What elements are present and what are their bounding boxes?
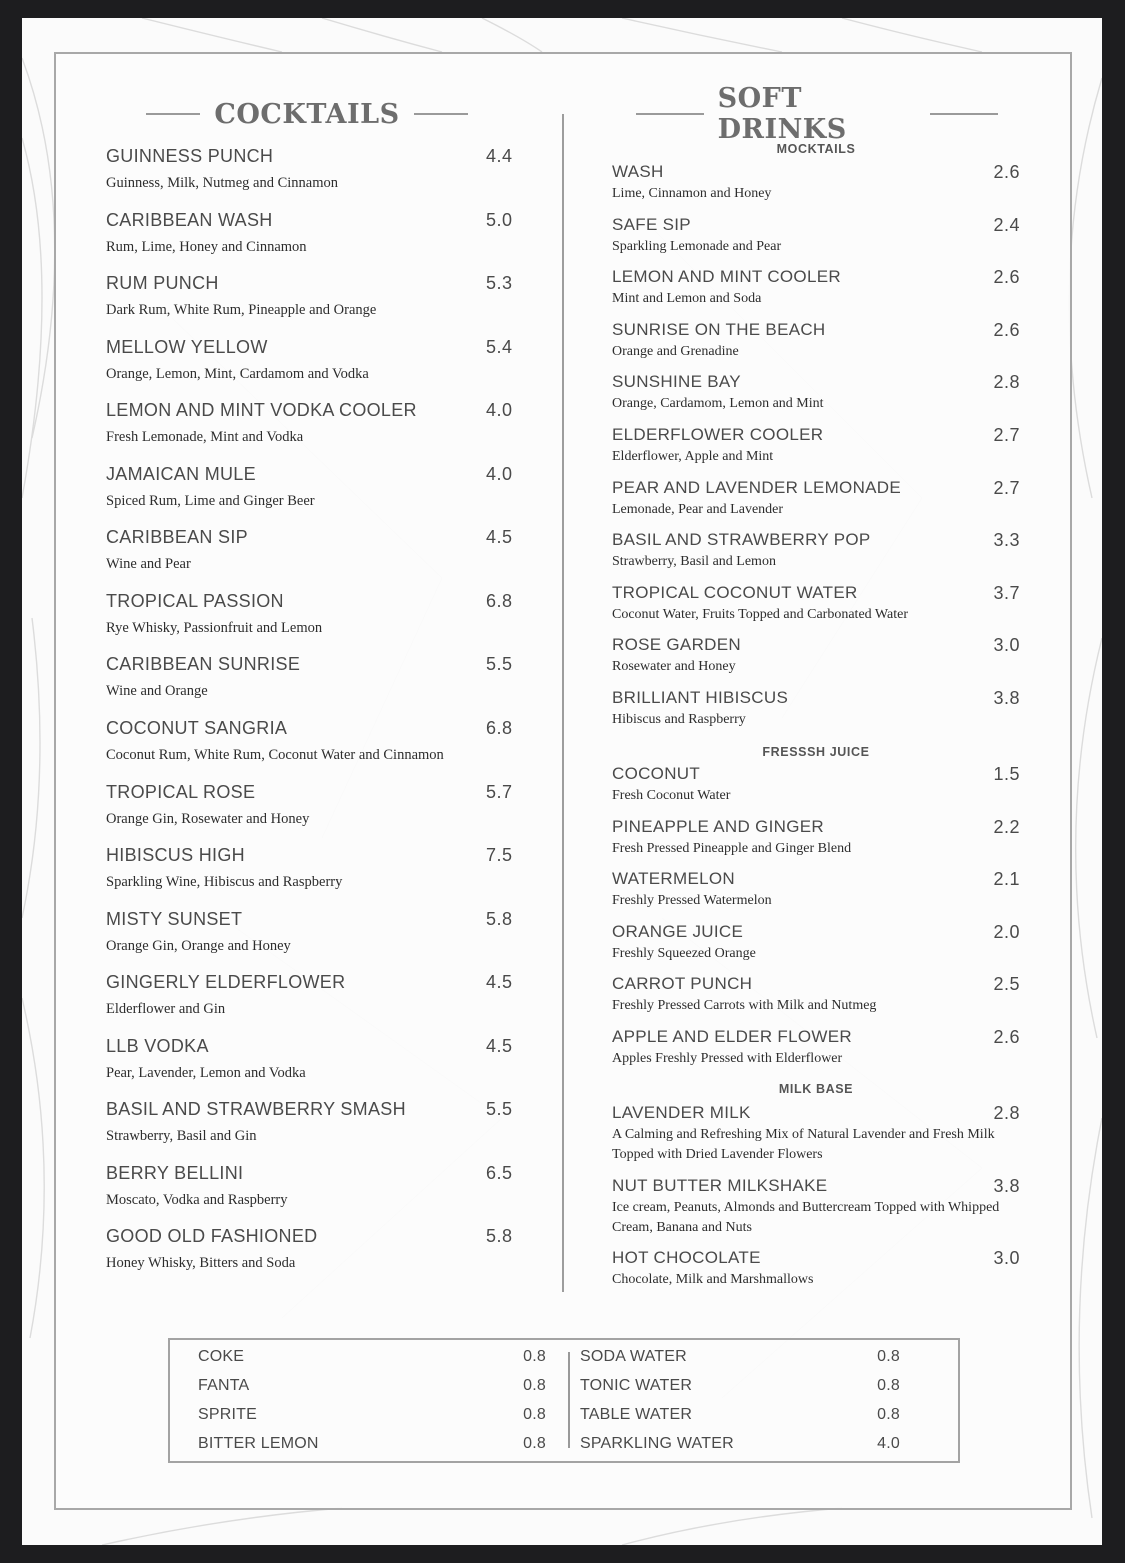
item-name: TONIC WATER: [580, 1377, 693, 1394]
item-price: 0.8: [523, 1348, 546, 1365]
item-name: BERRY BELLINI: [106, 1162, 244, 1183]
item-description: Honey Whisky, Bitters and Soda: [106, 1255, 296, 1272]
soft-drink-item: [612, 922, 1020, 964]
soft-drink-item: [612, 1103, 1020, 1165]
item-description: Strawberry, Basil and Gin: [106, 1128, 257, 1145]
item-price: 4.0: [486, 400, 513, 421]
item-description: Orange Gin, Rosewater and Honey: [106, 810, 310, 827]
item-price: 2.8: [993, 372, 1020, 393]
item-description: Hibiscus and Raspberry: [612, 712, 746, 727]
item-name: FANTA: [198, 1377, 250, 1394]
soft-drink-item: [612, 215, 1020, 257]
item-description: Orange Gin, Orange and Honey: [106, 937, 291, 954]
basic-drink-item: [580, 1348, 928, 1366]
basic-drink-item: [198, 1348, 546, 1366]
soft-drink-item: [612, 583, 1020, 625]
item-name: TROPICAL ROSE: [106, 781, 256, 802]
item-price: 2.6: [993, 319, 1020, 340]
item-price: 1.5: [993, 764, 1020, 784]
heading-rule-right: [414, 113, 468, 115]
cocktail-item: [106, 337, 526, 384]
subsection-heading-fresh-juice: FRESSSH JUICE: [762, 745, 870, 759]
item-description: Sparkling Wine, Hibiscus and Raspberry: [106, 874, 343, 891]
heading-rule-left: [636, 113, 704, 115]
cocktail-item: [106, 718, 526, 765]
soft-drink-item: [612, 635, 1020, 677]
item-name: APPLE AND ELDER FLOWER: [612, 1027, 852, 1046]
item-name: ROSE GARDEN: [612, 635, 741, 655]
soft-drink-item: [612, 1248, 1020, 1290]
item-name: COCONUT: [612, 764, 701, 783]
item-name: JAMAICAN MULE: [106, 463, 256, 484]
item-name: CARIBBEAN WASH: [106, 209, 273, 230]
item-description: Coconut Water, Fruits Topped and Carbonated Water: [612, 606, 908, 622]
cocktail-item: [106, 909, 526, 956]
cocktail-item: [106, 1099, 526, 1146]
item-price: 2.7: [993, 477, 1020, 498]
heading-rule-right: [930, 113, 998, 115]
item-description: Freshly Pressed Watermelon: [612, 893, 772, 909]
item-price: 3.8: [993, 688, 1020, 708]
cocktail-item: [106, 400, 526, 447]
soft-drink-item: [612, 478, 1020, 520]
item-price: 5.5: [486, 1099, 513, 1120]
cocktail-item: [106, 464, 526, 511]
item-description: Fresh Lemonade, Mint and Vodka: [106, 429, 304, 446]
item-price: 5.7: [486, 781, 513, 802]
item-description: Chocolate, Milk and Marshmallows: [612, 1272, 814, 1287]
item-name: NUT BUTTER MILKSHAKE: [612, 1176, 828, 1195]
item-price: 2.8: [993, 1103, 1020, 1123]
box-divider: [568, 1352, 570, 1448]
item-description: A Calming and Refreshing Mix of Natural Lavender and Fresh Milk Topped with Dried Lavender Flowers: [612, 1127, 995, 1162]
item-description: Freshly Squeezed Orange: [612, 945, 756, 961]
item-description: Pear, Lavender, Lemon and Vodka: [106, 1064, 306, 1081]
item-description: Rosewater and Honey: [612, 659, 736, 675]
soft-drink-item: [612, 1176, 1020, 1238]
item-price: 4.0: [486, 463, 513, 484]
cocktail-item: [106, 845, 526, 892]
item-price: 0.8: [877, 1348, 900, 1365]
soft-drink-item: [612, 817, 1020, 859]
item-name: LEMON AND MINT COOLER: [612, 267, 841, 287]
item-price: 2.1: [993, 869, 1020, 890]
soft-drink-item: [612, 869, 1020, 911]
item-price: 0.8: [877, 1406, 900, 1423]
item-price: 2.0: [993, 921, 1020, 942]
item-description: Freshly Pressed Carrots with Milk and Nutmeg: [612, 998, 877, 1014]
item-name: GOOD OLD FASHIONED: [106, 1226, 318, 1247]
item-price: 5.8: [486, 1226, 513, 1247]
item-description: Moscato, Vodka and Raspberry: [106, 1191, 288, 1208]
item-name: BITTER LEMON: [198, 1435, 319, 1452]
basic-drink-item: [198, 1435, 546, 1453]
item-price: 4.0: [877, 1435, 900, 1452]
cocktail-item: [106, 273, 526, 320]
item-price: 3.0: [993, 635, 1020, 656]
soft-drink-item: [612, 688, 1020, 730]
cocktails-heading: COCKTAILS: [132, 94, 482, 134]
cocktail-item: [106, 527, 526, 574]
item-description: Orange, Lemon, Mint, Cardamom and Vodka: [106, 365, 369, 382]
item-price: 4.4: [486, 146, 513, 166]
item-name: HOT CHOCOLATE: [612, 1248, 761, 1267]
item-price: 4.5: [486, 972, 513, 993]
item-price: 0.8: [523, 1435, 546, 1452]
item-description: Mint and Lemon and Soda: [612, 291, 762, 307]
item-price: 2.5: [993, 974, 1020, 995]
item-price: 3.0: [993, 1248, 1020, 1268]
item-name: CARIBBEAN SIP: [106, 527, 248, 548]
cocktail-item: [106, 654, 526, 701]
item-description: Elderflower and Gin: [106, 1001, 226, 1018]
basic-drink-item: [580, 1377, 928, 1395]
cocktail-item: [106, 782, 526, 829]
item-description: Rye Whisky, Passionfruit and Lemon: [106, 619, 323, 636]
item-description: Coconut Rum, White Rum, Coconut Water and Cinnamon: [106, 746, 444, 763]
item-name: TABLE WATER: [580, 1406, 693, 1423]
heading-rule-left: [146, 113, 200, 115]
item-name: ORANGE JUICE: [612, 921, 744, 941]
item-name: ELDERFLOWER COOLER: [612, 425, 824, 444]
item-description: Fresh Coconut Water: [612, 788, 731, 803]
item-name: GUINNESS PUNCH: [106, 146, 274, 166]
item-description: Lemonade, Pear and Lavender: [612, 501, 784, 517]
item-price: 3.7: [993, 582, 1020, 603]
item-price: 3.3: [993, 530, 1020, 551]
item-price: 5.4: [486, 336, 513, 357]
item-name: SUNRISE ON THE BEACH: [612, 319, 826, 339]
item-name: HIBISCUS HIGH: [106, 845, 245, 866]
item-name: SAFE SIP: [612, 214, 691, 234]
item-price: 2.6: [993, 162, 1020, 182]
soft-drink-item: [612, 1027, 1020, 1069]
item-name: TROPICAL PASSION: [106, 590, 284, 611]
item-price: 4.5: [486, 1035, 513, 1056]
item-name: COKE: [198, 1348, 245, 1365]
soft-drink-item: [612, 372, 1020, 414]
basic-drink-item: [580, 1435, 928, 1453]
item-name: SUNSHINE BAY: [612, 372, 741, 392]
soft-drink-item: [612, 974, 1020, 1016]
item-description: Wine and Orange: [106, 683, 208, 700]
item-name: MISTY SUNSET: [106, 908, 243, 929]
column-divider: [562, 114, 564, 1292]
item-price: 0.8: [523, 1377, 546, 1394]
item-description: Lime, Cinnamon and Honey: [612, 186, 772, 201]
item-name: PINEAPPLE AND GINGER: [612, 816, 824, 836]
cocktail-item: [106, 146, 526, 193]
item-name: MELLOW YELLOW: [106, 336, 268, 357]
item-name: CARIBBEAN SUNRISE: [106, 654, 301, 675]
cocktail-item: [106, 591, 526, 638]
item-description: Apples Freshly Pressed with Elderflower: [612, 1051, 843, 1066]
basic-drink-item: [580, 1406, 928, 1424]
soft-drink-item: [612, 530, 1020, 572]
item-price: 6.5: [486, 1162, 513, 1183]
item-price: 0.8: [523, 1406, 546, 1423]
soft-drink-item: [612, 425, 1020, 467]
item-price: 6.8: [486, 717, 513, 738]
item-name: BASIL AND STRAWBERRY SMASH: [106, 1099, 406, 1120]
item-name: COCONUT SANGRIA: [106, 717, 288, 738]
cocktail-item: [106, 972, 526, 1019]
item-description: Ice cream, Peanuts, Almonds and Buttercream Topped with Whipped Cream, Banana and Nuts: [612, 1200, 1000, 1235]
item-description: Orange and Grenadine: [612, 343, 739, 359]
item-price: 6.8: [486, 590, 513, 611]
soft-drink-item: [612, 320, 1020, 362]
item-price: 5.3: [486, 273, 513, 294]
item-description: Fresh Pressed Pineapple and Ginger Blend: [612, 840, 852, 856]
item-name: SODA WATER: [580, 1348, 687, 1365]
item-name: PEAR AND LAVENDER LEMONADE: [612, 477, 902, 497]
basic-drink-item: [198, 1377, 546, 1395]
item-name: GINGERLY ELDERFLOWER: [106, 972, 346, 993]
item-name: SPRITE: [198, 1406, 257, 1423]
subsection-heading-milk-base: MILK BASE: [778, 1082, 854, 1096]
item-description: Guinness, Milk, Nutmeg and Cinnamon: [106, 175, 338, 191]
item-price: 2.6: [993, 1027, 1020, 1047]
item-price: 5.0: [486, 209, 513, 230]
item-price: 2.6: [993, 267, 1020, 288]
cocktail-item: [106, 1226, 526, 1273]
item-description: Elderflower, Apple and Mint: [612, 449, 774, 464]
subsection-heading-mocktails: MOCKTAILS: [776, 142, 856, 156]
item-price: 2.2: [993, 816, 1020, 837]
cocktail-item: [106, 1036, 526, 1083]
item-price: 4.5: [486, 527, 513, 548]
basic-drink-item: [198, 1406, 546, 1424]
item-description: Orange, Cardamom, Lemon and Mint: [612, 396, 824, 412]
item-description: Strawberry, Basil and Lemon: [612, 554, 776, 570]
item-name: LLB VODKA: [106, 1035, 209, 1056]
soft-drink-item: [612, 764, 1020, 806]
item-price: 0.8: [877, 1377, 900, 1394]
soft-drink-item: [612, 162, 1020, 204]
item-price: 2.7: [993, 425, 1020, 445]
basic-drinks-box: [168, 1338, 960, 1463]
item-price: 2.4: [993, 214, 1020, 235]
cocktail-item: [106, 1163, 526, 1210]
item-name: TROPICAL COCONUT WATER: [612, 582, 858, 602]
item-price: 5.8: [486, 908, 513, 929]
item-description: Wine and Pear: [106, 556, 191, 573]
item-name: LAVENDER MILK: [612, 1103, 751, 1122]
item-name: RUM PUNCH: [106, 273, 219, 294]
item-name: CARROT PUNCH: [612, 974, 753, 994]
item-price: 3.8: [993, 1176, 1020, 1196]
item-name: LEMON AND MINT VODKA COOLER: [106, 400, 417, 421]
item-price: 5.5: [486, 654, 513, 675]
item-description: Spiced Rum, Lime and Ginger Beer: [106, 492, 315, 509]
soft-drinks-heading: SOFT DRINKS: [622, 94, 1012, 134]
item-name: BASIL AND STRAWBERRY POP: [612, 530, 871, 550]
item-name: BRILLIANT HIBISCUS: [612, 688, 789, 707]
item-description: Sparkling Lemonade and Pear: [612, 238, 782, 254]
item-price: 7.5: [486, 845, 513, 866]
item-name: WASH: [612, 162, 664, 181]
menu-sheet: [22, 18, 1102, 1545]
item-description: Rum, Lime, Honey and Cinnamon: [106, 238, 307, 255]
item-name: SPARKLING WATER: [580, 1435, 734, 1452]
item-name: WATERMELON: [612, 869, 735, 889]
cocktail-item: [106, 210, 526, 257]
item-description: Dark Rum, White Rum, Pineapple and Orange: [106, 302, 377, 319]
soft-drink-item: [612, 267, 1020, 309]
